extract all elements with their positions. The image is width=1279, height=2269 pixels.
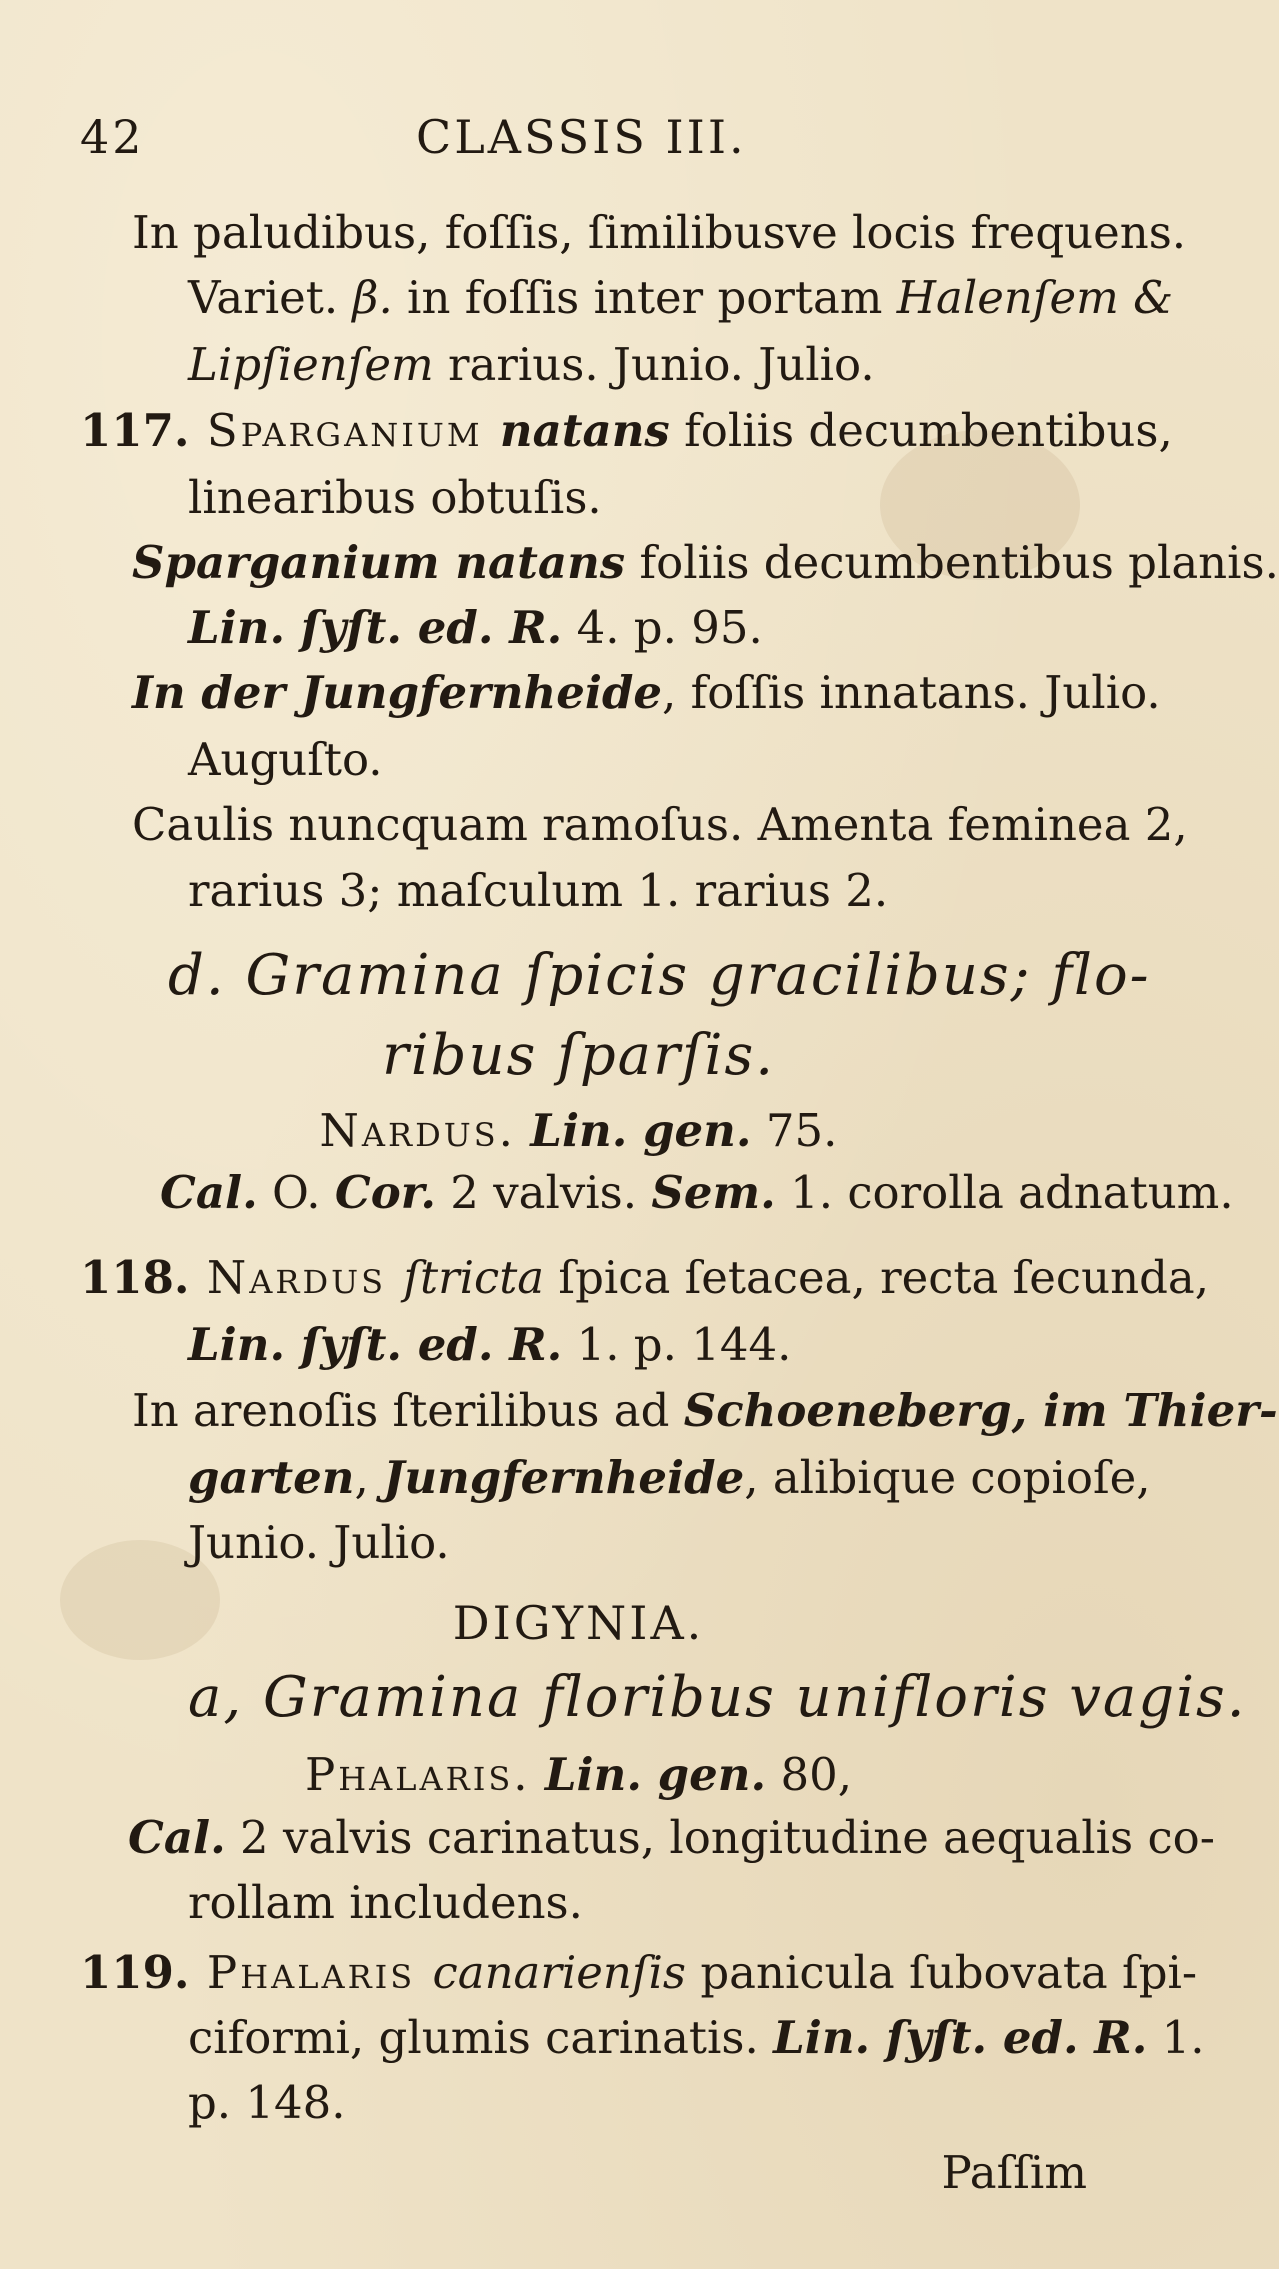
text-line: p. 148.	[188, 2076, 346, 2129]
section-letter: d.	[168, 943, 226, 1008]
species-name: ſtricta	[403, 1251, 545, 1304]
text-span: ſpica ſetacea, recta ſecunda,	[544, 1251, 1210, 1304]
text-span: rarius. Junio. Julio.	[433, 338, 875, 391]
text-line	[80, 1946, 1198, 1999]
place-name: Jungfernheide	[383, 1451, 745, 1504]
text-span: ,	[354, 1451, 384, 1504]
abbrev: Sem.	[651, 1166, 776, 1219]
text-span	[516, 1104, 530, 1157]
text-line: linearibus obtuſis.	[188, 471, 602, 524]
text-line: In paludibus, foſſis, ſimilibusve locis frequens.	[132, 206, 1187, 259]
text-line: Junio. Julio.	[188, 1516, 450, 1569]
reference: Lin. ſyſt. ed. R.	[188, 601, 563, 654]
place-name: Lipſienſem	[188, 338, 434, 391]
text-span	[531, 1748, 545, 1801]
text-span: In arenoſis ſterilibus ad	[132, 1384, 684, 1437]
genus-name: Nardus	[189, 1251, 404, 1304]
section-heading	[188, 1665, 1247, 1730]
abbrev: Cor.	[334, 1166, 436, 1219]
genus-line	[0, 1748, 1157, 1801]
section-letter: a,	[188, 1665, 244, 1730]
entry-number: 118.	[80, 1251, 190, 1304]
text-span: 80,	[766, 1748, 853, 1801]
abbrev: Cal.	[160, 1166, 258, 1219]
text-span: Variet.	[188, 271, 353, 324]
place-name: Schoeneberg, im Thier-	[683, 1384, 1278, 1437]
abbrev: Cal.	[128, 1811, 226, 1864]
text-span: foliis decumbentibus planis.	[625, 536, 1279, 589]
text-line	[188, 1318, 792, 1371]
text-span: 4. p. 95.	[562, 601, 763, 654]
text-span: panicula ſubovata ſpi-	[686, 1946, 1198, 1999]
place-name: Halenſem	[896, 271, 1119, 324]
text-line	[188, 2011, 1205, 2064]
catchword: Paſſim	[941, 2146, 1087, 2199]
text-line	[80, 404, 1173, 457]
section-heading-cont: ribus ſparſis.	[381, 1023, 776, 1088]
text-span: 1.	[1147, 2011, 1205, 2064]
species-name: canarienſis	[432, 1946, 687, 1999]
text-line	[160, 1166, 1234, 1219]
section-title: Gramina floribus unifloris vagis.	[243, 1665, 1247, 1730]
text-span: O.	[257, 1166, 335, 1219]
genus-name: Phalaris.	[304, 1748, 531, 1801]
text-span: 1. p. 144.	[562, 1318, 792, 1371]
order-heading: DIGYNIA.	[452, 1596, 705, 1650]
text-line	[132, 666, 1161, 719]
text-span: ciformi, glumis carinatis.	[188, 2011, 774, 2064]
reference: Lin. ſyſt. ed. R.	[188, 1318, 563, 1371]
genus-name: Sparganium	[189, 404, 500, 457]
reference: Lin. ſyſt. ed. R.	[773, 2011, 1148, 2064]
text-line: Caulis nuncquam ramoſus. Amenta feminea 2,	[132, 798, 1188, 851]
genus-line	[0, 1104, 1157, 1157]
text-line: Auguſto.	[188, 733, 383, 786]
text-line	[188, 1451, 1151, 1504]
text-span: , foſſis innatans. Julio.	[662, 666, 1161, 719]
section-title: Gramina ſpicis gracilibus; flo-	[225, 943, 1151, 1008]
place-name: garten	[188, 1451, 355, 1504]
variety-marker: β.	[352, 271, 393, 324]
text-line	[188, 271, 1174, 324]
text-line	[132, 1384, 1278, 1437]
reference: Lin. gen.	[544, 1748, 767, 1801]
entry-number: 117.	[80, 404, 190, 457]
text-span: 75.	[751, 1104, 838, 1157]
running-title: CLASSIS III.	[416, 110, 747, 164]
entry-number: 119.	[80, 1946, 190, 1999]
reference: Lin. gen.	[530, 1104, 752, 1157]
text-span: 2 valvis carinatus, longitudine aequalis co-	[225, 1811, 1215, 1864]
place-name: In der Jungfernheide	[132, 666, 663, 719]
text-span: 2 valvis.	[435, 1166, 652, 1219]
text-line	[80, 1251, 1210, 1304]
text-line	[128, 1811, 1215, 1864]
text-line	[132, 536, 1279, 589]
text-span: 1. corolla adnatum.	[775, 1166, 1234, 1219]
text-line	[188, 601, 763, 654]
genus-name: Nardus.	[319, 1104, 516, 1157]
text-line	[188, 338, 875, 391]
text-span: foliis decumbentibus,	[669, 404, 1173, 457]
genus-name: Phalaris	[189, 1946, 433, 1999]
text-span: , alibique copioſe,	[744, 1451, 1151, 1504]
text-span: in foſſis inter portam	[392, 271, 897, 324]
text-line: rollam includens.	[188, 1876, 583, 1929]
page-number: 42	[80, 110, 145, 164]
section-heading	[168, 943, 1151, 1008]
text-line: rarius 3; maſculum 1. rarius 2.	[188, 864, 889, 917]
text-span: &	[1118, 271, 1174, 324]
species-name: Sparganium natans	[132, 536, 626, 589]
species-name: natans	[499, 404, 670, 457]
